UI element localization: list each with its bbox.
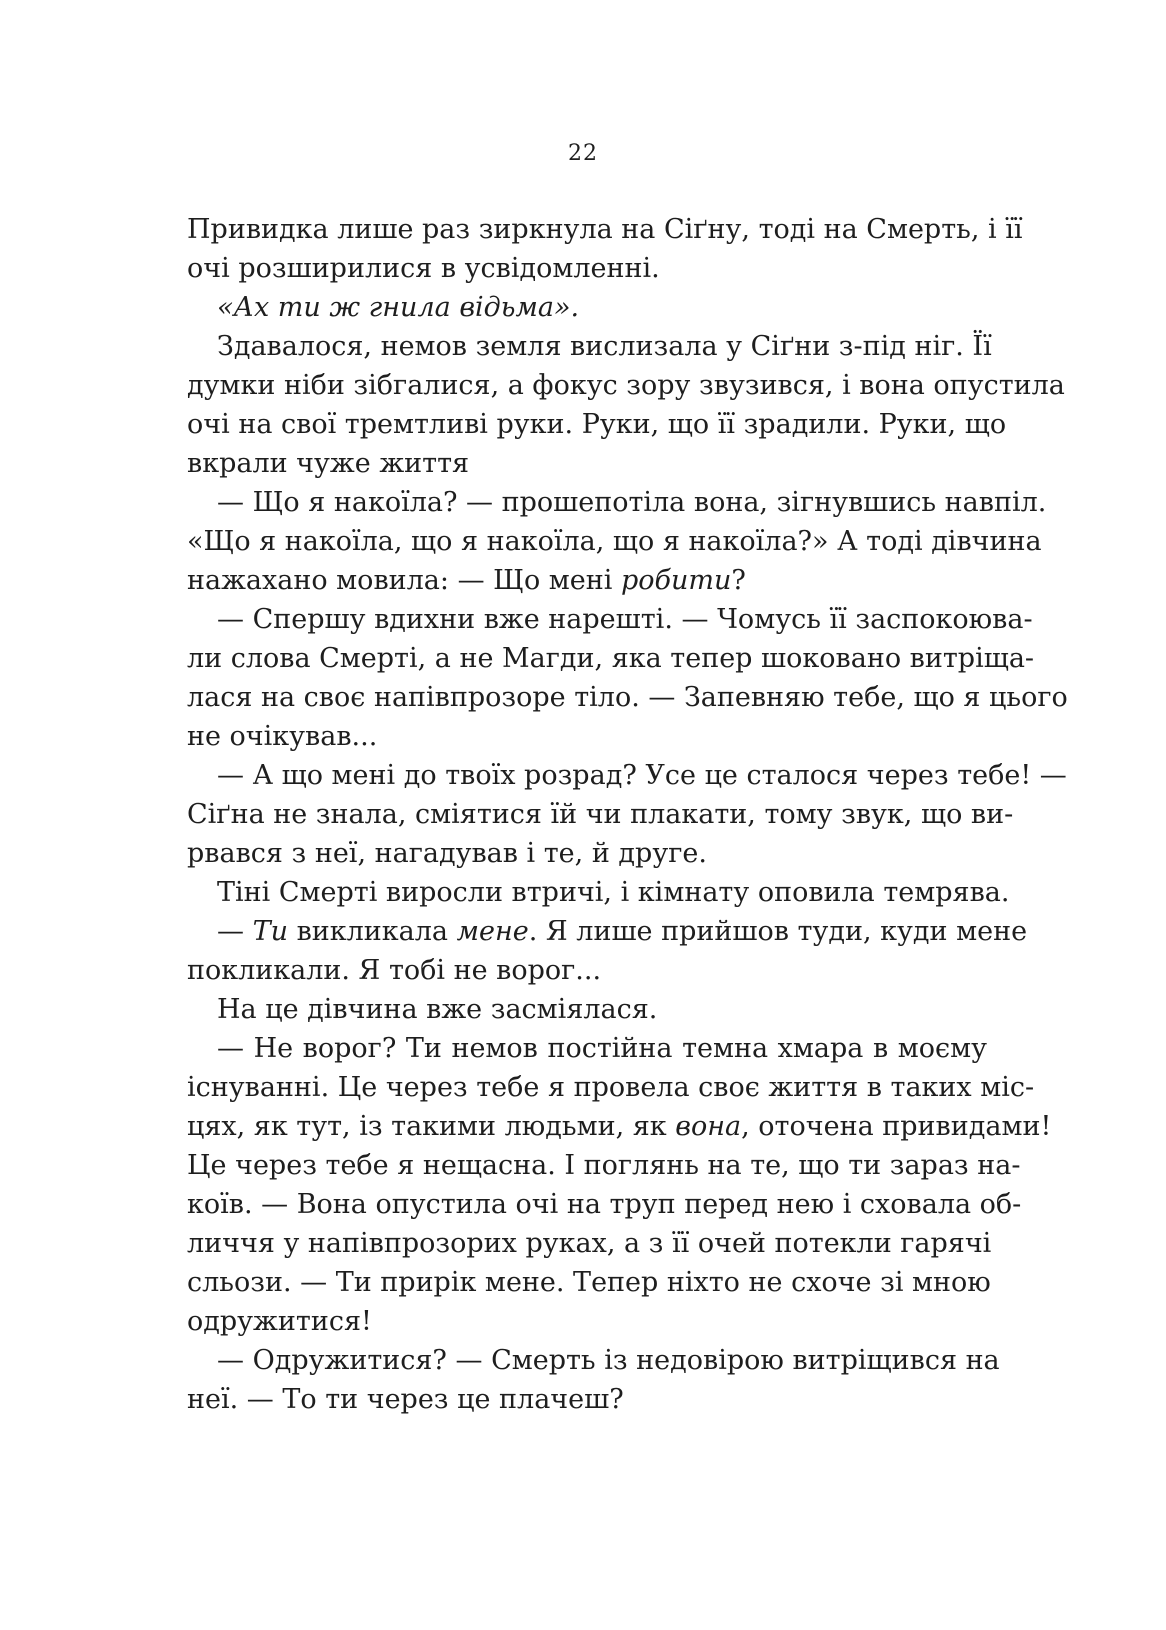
text-line — [187, 483, 1047, 522]
text-segment: очі розширилися в усвідомленні. — [187, 253, 660, 284]
page-number: 22 — [568, 141, 598, 166]
text-line — [187, 288, 987, 327]
text-line — [187, 405, 1007, 444]
italic-text: Ти — [252, 916, 288, 947]
text-segment: Привидка лише раз зиркнула на Сіґну, тоді на Смерть, і її — [187, 214, 1023, 245]
text-segment: — А що мені до твоїх розрад? Усе це сталося через тебе! — — [217, 760, 1067, 791]
text-line — [187, 561, 987, 600]
text-line — [187, 912, 1028, 951]
italic-text: вона — [675, 1111, 742, 1142]
text-line — [187, 717, 987, 756]
text-line — [187, 522, 1042, 561]
text-line — [187, 1341, 1000, 1380]
text-segment: лася на своє напівпрозоре тіло. — Запевняю тебе, що я цього — [187, 682, 1068, 713]
text-line — [187, 444, 987, 483]
text-segment: коїв. — Вона опустила очі на труп перед нею і сховала об- — [187, 1189, 1022, 1220]
text-segment: — Не ворог? Ти немов постійна темна хмара в моєму — [217, 1033, 987, 1064]
text-line — [187, 990, 987, 1029]
text-line — [187, 678, 1068, 717]
text-line — [187, 1263, 991, 1302]
text-line — [187, 600, 1033, 639]
text-line — [187, 1029, 987, 1068]
text-line — [187, 1380, 987, 1419]
text-segment: «Що я накоїла, що я накоїла, що я накоїла?» А тоді дівчина — [187, 526, 1042, 557]
text-segment: Сіґна не знала, сміятися їй чи плакати, тому звук, що ви- — [187, 799, 1014, 830]
text-line — [187, 834, 987, 873]
text-segment: покликали. Я тобі не ворог... — [187, 955, 602, 986]
text-line — [187, 210, 1023, 249]
text-line — [187, 951, 987, 990]
text-line — [187, 1224, 992, 1263]
text-segment: очі на свої тремтливі руки. Руки, що її зрадили. Руки, що — [187, 409, 1007, 440]
text-segment: не очікував... — [187, 721, 378, 752]
text-line — [187, 1146, 1021, 1185]
text-line — [187, 756, 1067, 795]
text-segment: — — [217, 916, 253, 947]
text-segment: — Одружитися? — Смерть із недовірою витріщився на — [217, 1345, 1000, 1376]
text-line — [187, 366, 1065, 405]
italic-text: мене — [456, 916, 529, 947]
text-segment: рвався з неї, нагадував і те, й друге. — [187, 838, 707, 869]
text-line — [187, 1107, 1052, 1146]
text-segment: — Спершу вдихни вже нарешті. — Чомусь її заспокоюва- — [217, 604, 1033, 635]
text-segment: існуванні. Це через тебе я провела своє життя в таких міс- — [187, 1072, 1035, 1103]
text-line — [187, 795, 1014, 834]
text-segment: Тіні Смерті виросли втричі, і кімнату оповила темрява. — [217, 877, 1010, 908]
text-segment: Здавалося, немов земля вислизала у Сіґни з-під ніг. Її — [217, 331, 992, 362]
text-segment: вкрали чуже життя — [187, 448, 470, 479]
text-line — [187, 1185, 1022, 1224]
text-segment: неї. — То ти через це плачеш? — [187, 1384, 624, 1415]
text-segment: — Що я накоїла? — прошепотіла вона, зігнувшись навпіл. — [217, 487, 1047, 518]
text-line — [187, 639, 1035, 678]
text-segment: викликала — [288, 916, 457, 947]
text-segment: думки ніби зібгалися, а фокус зору звузився, і вона опустила — [187, 370, 1065, 401]
text-segment: ? — [731, 565, 746, 596]
text-segment: одружитися! — [187, 1306, 372, 1337]
text-line — [187, 873, 1010, 912]
text-segment: . Я лише прийшов туди, куди мене — [528, 916, 1028, 947]
text-line — [187, 327, 992, 366]
text-segment: нажахано мовила: — Що мені — [187, 565, 621, 596]
text-segment: Це через тебе я нещасна. І поглянь на те, що ти зараз на- — [187, 1150, 1021, 1181]
text-segment: личчя у напівпрозорих руках, а з її очей потекли гарячі — [187, 1228, 992, 1259]
text-line — [187, 1068, 1035, 1107]
text-segment: цях, як тут, із такими людьми, як — [187, 1111, 676, 1142]
italic-text: «Ах ти ж гнила відьма». — [217, 292, 580, 323]
text-segment: , оточена привидами! — [741, 1111, 1052, 1142]
text-line — [187, 1302, 987, 1341]
italic-text: робити — [621, 565, 732, 596]
text-segment: ли слова Смерті, а не Магди, яка тепер шоковано витріща- — [187, 643, 1035, 674]
body-text — [187, 210, 1068, 1419]
text-line — [187, 249, 987, 288]
text-segment: На це дівчина вже засміялася. — [217, 994, 658, 1025]
text-segment: сльози. — Ти прирік мене. Тепер ніхто не схоче зі мною — [187, 1267, 991, 1298]
